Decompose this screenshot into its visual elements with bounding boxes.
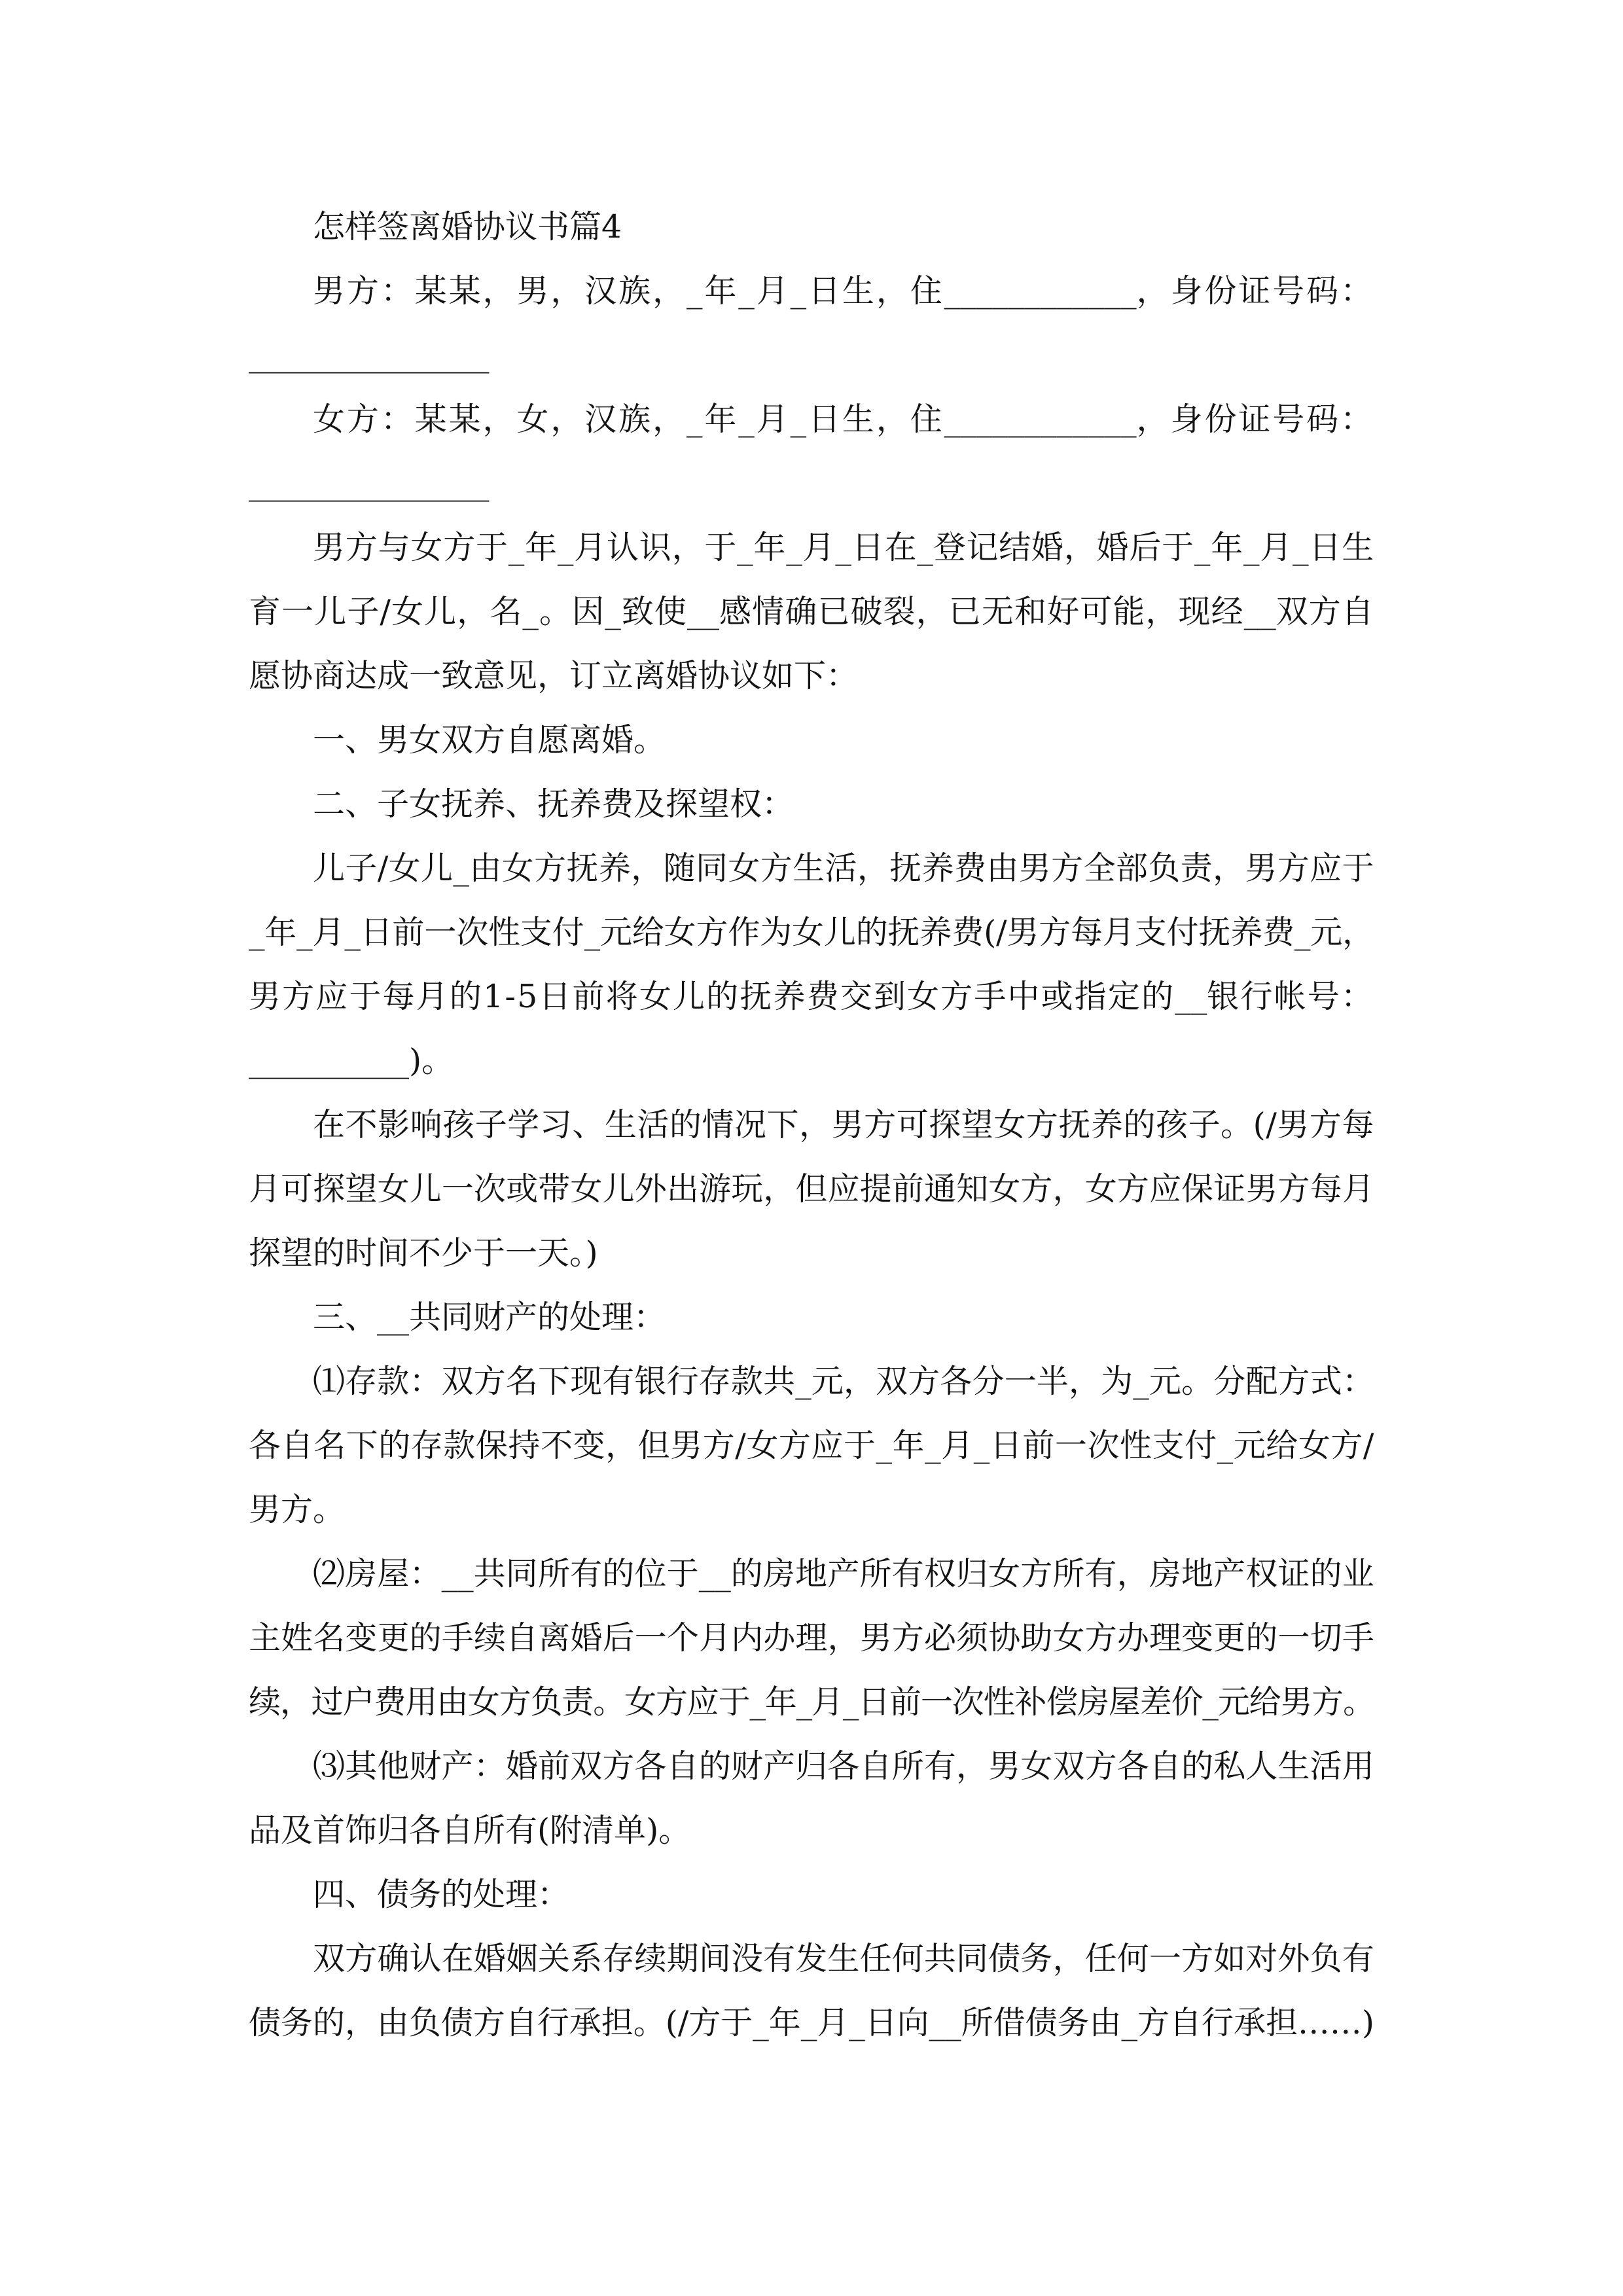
line-text: 二、子女抚养、抚养费及探望权： xyxy=(313,785,794,823)
preamble xyxy=(249,516,1374,708)
text-line xyxy=(249,1029,1374,1093)
male-party-info xyxy=(249,259,1374,387)
text-line xyxy=(249,644,1374,708)
other-property-terms xyxy=(249,1734,1374,1863)
text-line xyxy=(249,259,1374,323)
line-text: 三、__共同财产的处理： xyxy=(313,1299,666,1336)
blank-underline: __ xyxy=(929,2004,961,2041)
document-body xyxy=(249,195,1374,2055)
line-text: 育一儿子/女儿，名_。因_致使__感情确已破裂，已无和好可能，现经__双方自 xyxy=(249,593,1374,630)
clause-3-heading xyxy=(249,1285,1374,1350)
blank-underline: __ xyxy=(1243,593,1276,630)
line-text: ⑴存款：双方名下现有银行存款共_元，双方各分一半，为_元。分配方式： xyxy=(313,1363,1374,1400)
clause-1 xyxy=(249,708,1374,772)
line-text: 愿协商达成一致意见，订立离婚协议如下： xyxy=(249,657,859,694)
title-text: 怎样签离婚协议书篇4 xyxy=(313,208,622,245)
clause-4-heading xyxy=(249,1863,1374,1927)
text-line xyxy=(249,323,1374,387)
text-line xyxy=(249,387,1374,452)
text-line xyxy=(249,1606,1374,1670)
debt-terms xyxy=(249,1927,1374,2055)
line-text: 探望的时间不少于一天。) xyxy=(249,1234,598,1272)
line-text: 月可探望女儿一次或带女儿外出游玩，但应提前通知女方，女方应保证男方每月 xyxy=(249,1170,1374,1208)
line-text: 女方：某某，女，汉族，_年_月_日生，住____________，身份证号码： xyxy=(313,401,1374,438)
text-line xyxy=(249,1863,1374,1927)
text-line xyxy=(249,901,1374,965)
id-number-blank xyxy=(249,452,490,516)
line-text: 主姓名变更的手续自离婚后一个月内办理，男方必须协助女方办理变更的一切手 xyxy=(249,1619,1374,1657)
line-text: 债务的，由负债方自行承担。(/方于_年_月_日向__所借债务由_方自行承担……) xyxy=(249,2004,1374,2041)
house-terms xyxy=(249,1542,1374,1734)
text-line xyxy=(249,1414,1374,1478)
visitation-terms xyxy=(249,1093,1374,1285)
text-line xyxy=(249,965,1374,1029)
child-custody-terms xyxy=(249,836,1374,1093)
text-line xyxy=(249,1221,1374,1285)
text-line xyxy=(249,708,1374,772)
line-text: 男方。 xyxy=(249,1491,346,1528)
line-text: __________)。 xyxy=(249,1042,454,1079)
text-line xyxy=(249,580,1374,644)
text-line xyxy=(249,1542,1374,1606)
text-line xyxy=(249,195,1374,259)
blank-underline: __ xyxy=(698,1555,731,1592)
text-line xyxy=(249,1734,1374,1799)
line-text: ⑶其他财产：婚前双方各自的财产归各自所有，男女双方各自的私人生活用 xyxy=(313,1748,1374,1785)
text-line xyxy=(249,1093,1374,1157)
text-line xyxy=(249,1285,1374,1350)
text-line xyxy=(249,836,1374,901)
blank-underline: __ xyxy=(441,1555,474,1592)
blank-underline: _______________ xyxy=(249,336,490,374)
id-number-blank xyxy=(249,323,490,387)
blank-underline: ____________ xyxy=(944,401,1137,438)
blank-underline: ____________ xyxy=(944,272,1137,310)
blank-underline: __ xyxy=(687,593,720,630)
line-text: ⑵房屋：__共同所有的位于__的房地产所有权归女方所有，房地产权证的业 xyxy=(313,1555,1374,1592)
line-text: 儿子/女儿_由女方抚养，随同女方生活，抚养费由男方全部负责，男方应于 xyxy=(313,850,1374,887)
line-text: _年_月_日前一次性支付_元给女方作为女儿的抚养费(/男方每月支付抚养费_元， xyxy=(249,914,1374,951)
text-line xyxy=(249,1927,1374,1991)
line-text: 男方：某某，男，汉族，_年_月_日生，住____________，身份证号码： xyxy=(313,272,1374,310)
text-line xyxy=(249,452,1374,516)
text-line xyxy=(249,1350,1374,1414)
blank-underline: __________ xyxy=(249,1042,409,1079)
line-text: 男方与女方于_年_月认识，于_年_月_日在_登记结婚，婚后于_年_月_日生 xyxy=(313,529,1374,566)
line-text: 在不影响孩子学习、生活的情况下，男方可探望女方抚养的孩子。(/男方每 xyxy=(313,1106,1374,1143)
line-text: 一、男女双方自愿离婚。 xyxy=(313,721,666,759)
clause-2-heading xyxy=(249,772,1374,836)
text-line xyxy=(249,1478,1374,1542)
line-text: 各自名下的存款保持不变，但男方/女方应于_年_月_日前一次性支付_元给女方/ xyxy=(249,1427,1374,1464)
line-text: 续，过户费用由女方负责。女方应于_年_月_日前一次性补偿房屋差价_元给男方。 xyxy=(249,1683,1374,1721)
text-line xyxy=(249,1157,1374,1221)
blank-underline: _______________ xyxy=(249,465,490,502)
female-party-info xyxy=(249,387,1374,516)
line-text: 双方确认在婚姻关系存续期间没有发生任何共同债务，任何一方如对外负有 xyxy=(313,1940,1374,1977)
blank-underline: __ xyxy=(1175,978,1207,1015)
text-line xyxy=(249,1991,1374,2055)
text-line xyxy=(249,1799,1374,1863)
deposits-terms xyxy=(249,1350,1374,1542)
text-line xyxy=(249,1670,1374,1734)
text-line xyxy=(249,516,1374,580)
line-text: 品及首饰归各自所有(附清单)。 xyxy=(249,1812,691,1849)
blank-underline: __ xyxy=(377,1299,410,1336)
line-text: 四、债务的处理： xyxy=(313,1876,570,1913)
text-line xyxy=(249,772,1374,836)
line-text: 男方应于每月的1-5日前将女儿的抚养费交到女方手中或指定的__银行帐号： xyxy=(249,978,1374,1015)
document-title xyxy=(249,195,1374,259)
